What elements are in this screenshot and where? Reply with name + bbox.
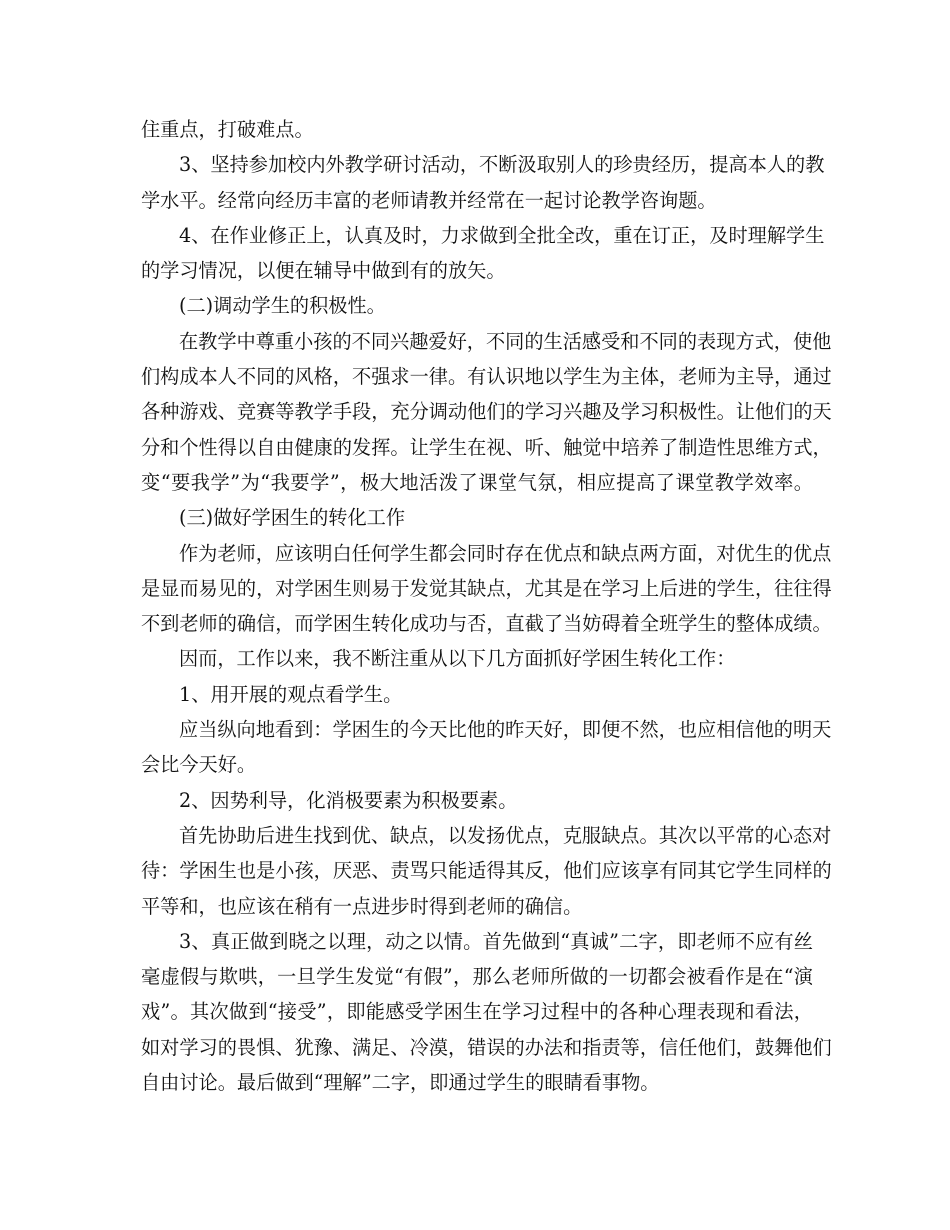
- text-line: 毫虚假与欺哄，一旦学生发觉“有假”，那么老师所做的一切都会被看作是在“演: [141, 965, 813, 989]
- text-line: 首先协助后进生找到优、缺点，以发扬优点，克服缺点。其次以平常的心态对: [179, 823, 832, 847]
- text-line: 3、真正做到晓之以理，动之以情。首先做到“真诚”二字，即老师不应有丝: [179, 929, 813, 953]
- text-line: 因而，工作以来，我不断注重从以下几方面抓好学困生转化工作：: [179, 647, 736, 671]
- document-body: [141, 112, 832, 1100]
- text-line: 分和个性得以自由健康的发挥。让学生在视、听、触觉中培养了制造性思维方式，: [141, 435, 832, 459]
- text-line: 学水平。经常向经历丰富的老师请教并经常在一起讨论教学咨询题。: [141, 188, 717, 212]
- text-line: 4、在作业修正上，认真及时，力求做到全批全改，重在订正，及时理解学生: [179, 223, 825, 247]
- text-line: 自由讨论。最后做到“理解”二字，即通过学生的眼睛看事物。: [141, 1071, 660, 1095]
- text-line: 不到老师的确信，而学困生转化成功与否，直截了当妨碍着全班学生的整体成绩。: [141, 612, 832, 636]
- text-line: 1、用开展的观点看学生。: [179, 682, 403, 706]
- text-line: 的学习情况，以便在辅导中做到有的放矢。: [141, 259, 506, 283]
- text-line: 待：学困生也是小孩，厌恶、责骂只能适得其反，他们应该享有同其它学生同样的: [141, 859, 832, 883]
- text-line: 2、因势利导，化消极要素为积极要素。: [179, 788, 518, 812]
- text-line: 变“要我学”为“我要学”，极大地活泼了课堂气氛，相应提高了课堂教学效率。: [141, 470, 813, 494]
- text-line: 应当纵向地看到：学困生的今天比他的昨天好，即便不然，也应相信他的明天: [179, 718, 832, 742]
- text-line: 3、坚持参加校内外教学研讨活动，不断汲取别人的珍贵经历，提高本人的教: [179, 153, 825, 177]
- text-line: 们构成本人不同的风格，不强求一律。有认识地以学生为主体，老师为主导，通过: [141, 365, 832, 389]
- text-line: 各种游戏、竞赛等教学手段，充分调动他们的学习兴趣及学习积极性。让他们的天: [141, 400, 832, 424]
- text-line: 是显而易见的，对学困生则易于发觉其缺点，尤其是在学习上后进的学生，往往得: [141, 576, 832, 600]
- text-line: (三)做好学困生的转化工作: [179, 506, 406, 530]
- text-line: 住重点，打破难点。: [141, 118, 314, 141]
- text-line: 戏”。其次做到“接受”，即能感受学困生在学习过程中的各种心理表现和看法，: [141, 1000, 813, 1024]
- text-line: 在教学中尊重小孩的不同兴趣爱好，不同的生活感受和不同的表现方式，使他: [179, 329, 832, 353]
- text-line: 如对学习的畏惧、犹豫、满足、冷漠，错误的办法和指责等，信任他们，鼓舞他们: [141, 1035, 832, 1059]
- text-line: 会比今天好。: [141, 753, 257, 777]
- text-line: 平等和，也应该在稍有一点进步时得到老师的确信。: [141, 894, 583, 918]
- text-line: 作为老师，应该明白任何学生都会同时存在优点和缺点两方面，对优生的优点: [179, 541, 832, 565]
- text-line: (二)调动学生的积极性。: [179, 294, 386, 318]
